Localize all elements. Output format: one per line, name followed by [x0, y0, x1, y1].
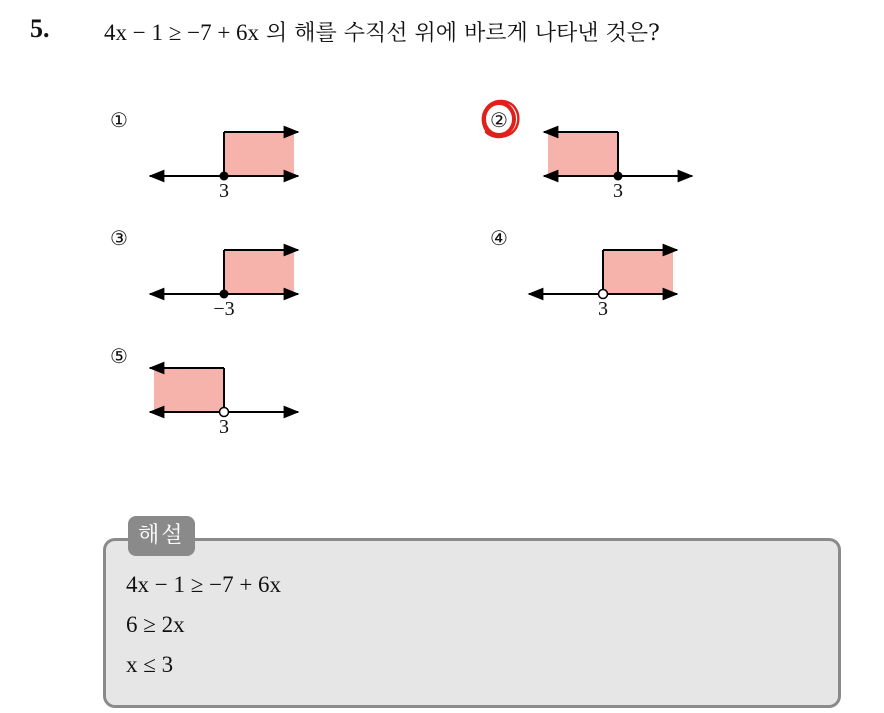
- solution-region-5: [154, 368, 224, 412]
- choice-1-marker[interactable]: ①: [110, 108, 128, 132]
- number-line-2: [483, 101, 692, 181]
- solution-line-2: 6 ≥ 2x: [126, 612, 185, 637]
- tick-label-1: 3: [219, 180, 229, 202]
- choice-4-marker[interactable]: ④: [490, 226, 508, 250]
- number-line-4: [529, 250, 677, 299]
- choice-3-marker[interactable]: ③: [110, 226, 128, 250]
- question-inequality: 4x − 1 ≥ −7 + 6x: [104, 20, 260, 45]
- solution-region-4: [603, 250, 673, 294]
- tick-label-4: 3: [598, 298, 608, 320]
- tick-label-2: 3: [613, 180, 623, 202]
- choice-5-marker[interactable]: ⑤: [110, 344, 128, 368]
- solution-tag: 해설: [128, 516, 195, 556]
- question-prompt: 의 해를 수직선 위에 바르게 나타낸 것은?: [266, 21, 660, 46]
- solution-region-1: [224, 132, 294, 176]
- selected-answer-circle: [483, 101, 518, 137]
- solution-region-2: [548, 132, 618, 176]
- tick-label-5: 3: [219, 416, 229, 438]
- tick-label-3: −3: [213, 298, 235, 320]
- solution-line-1: 4x − 1 ≥ −7 + 6x: [126, 572, 282, 597]
- solution-region-3: [224, 250, 294, 294]
- number-line-3: [150, 250, 298, 299]
- number-line-5: [150, 368, 298, 417]
- solution-box: [103, 538, 841, 708]
- solution-line-3: x ≤ 3: [126, 652, 174, 677]
- number-line-1: [150, 132, 298, 181]
- question-number: 5.: [30, 14, 50, 43]
- choice-2-marker[interactable]: ②: [490, 108, 508, 132]
